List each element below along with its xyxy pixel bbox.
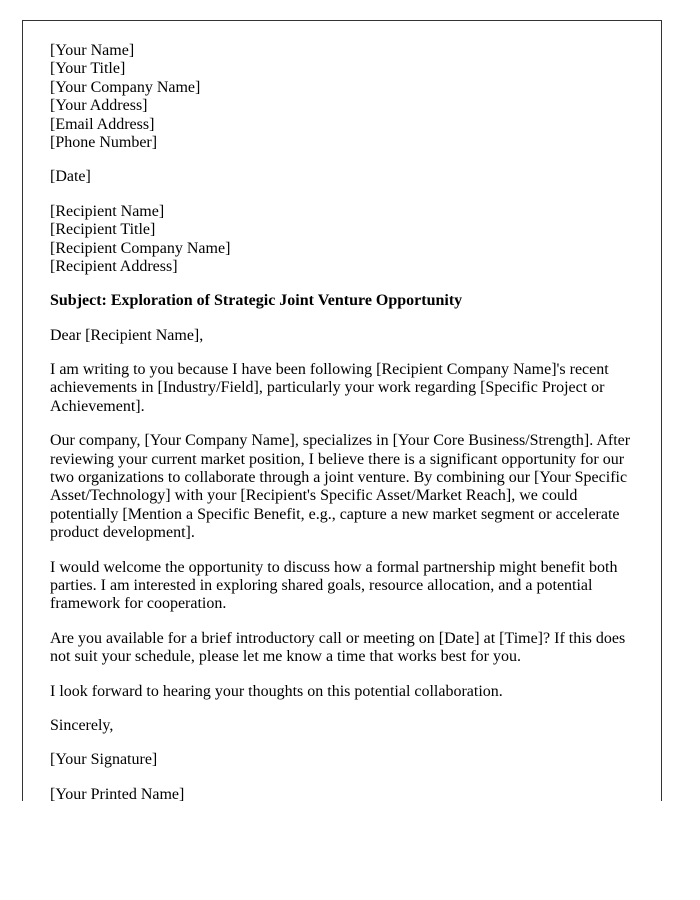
sender-address: [Your Address] (50, 97, 148, 115)
recipient-name: [Recipient Name] (50, 202, 165, 220)
body-paragraph-2: Our company, [Your Company Name], specializes in [Your Core Business/Strength]. After reviewing your current market position, I believe there is a significant opportunity for our two organizations to collaborate through a joint venture. By combining our [Your Specific Asset/Technology] with your [Recipient's Specific Asset/Market Reach], we could potentially [Mention a Specific Benefit, e.g., capture a new market segment or accelerate product development]. (50, 432, 631, 542)
body-paragraph-4: Are you available for a brief introductory call or meeting on [Date] at [Time]? If this does not suit your schedule, please let me know a time that works best for you. (50, 629, 626, 666)
recipient-block (50, 203, 632, 277)
closing: Sincerely, (50, 716, 114, 734)
recipient-title: [Recipient Title] (50, 221, 156, 239)
signature-line: [Your Signature] (50, 751, 158, 769)
date-line: [Date] (50, 168, 91, 186)
recipient-address: [Recipient Address] (50, 257, 178, 275)
sender-company: [Your Company Name] (50, 78, 201, 96)
printed-name-line: [Your Printed Name] (50, 785, 185, 801)
sender-email: [Email Address] (50, 115, 155, 133)
salutation: Dear [Recipient Name], (50, 326, 204, 344)
sender-title: [Your Title] (50, 60, 126, 78)
body-paragraph-5: I look forward to hearing your thoughts on this potential collaboration. (50, 682, 503, 700)
sender-block (50, 42, 632, 152)
recipient-company: [Recipient Company Name] (50, 239, 231, 257)
letter-document (22, 20, 662, 801)
sender-phone: [Phone Number] (50, 133, 158, 151)
body-paragraph-3: I would welcome the opportunity to discuss how a formal partnership might benefit both parties. I am interested in exploring shared goals, resource allocation, and a potential framework for cooperation. (50, 558, 618, 613)
body-paragraph-1: I am writing to you because I have been following [Recipient Company Name]'s recent achievements in [Industry/Field], particularly your work regarding [Specific Project or Achievement]. (50, 361, 609, 415)
subject-line: Subject: Exploration of Strategic Joint Venture Opportunity (50, 292, 463, 310)
sender-name: [Your Name] (50, 42, 135, 59)
